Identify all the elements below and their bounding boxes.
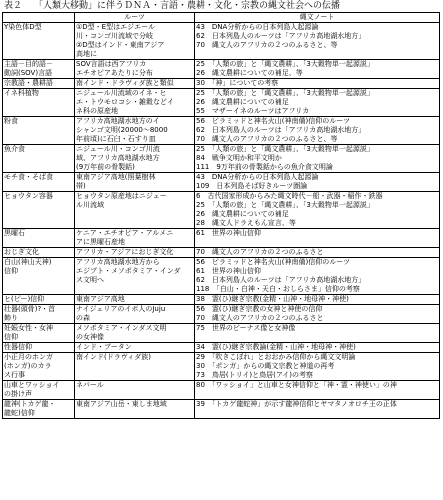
cell-category-line: 山車とワッショイ — [4, 381, 60, 389]
cell-roots — [75, 79, 195, 89]
cell-category — [3, 343, 75, 353]
cell-category — [3, 89, 75, 117]
cell-category-line: ヒョウタン容器 — [4, 192, 53, 200]
cell-category-line: 小正月のホンガ — [4, 353, 53, 361]
cell-category-line: 龍蛇)信仰 — [4, 409, 35, 417]
cell-notes-line: 38 霊(ひ)継ぎ宗教(金精・山神・地母神・神使) — [196, 295, 349, 303]
cell-roots-line: メソポタミア・インダス文明 — [76, 324, 167, 332]
cell-category — [3, 23, 75, 60]
cell-roots-line: ネパール — [76, 381, 104, 389]
cell-notes-line: 70 縄文人のアフリカの２つのふるさと — [196, 248, 324, 256]
cell-category-line: 宗教語・農耕語 — [4, 79, 53, 87]
cell-roots — [75, 60, 195, 79]
table-row — [3, 89, 440, 117]
cell-roots-line: ネ科の原産地 — [76, 107, 118, 115]
cell-notes-line: 73 鳥居(トリイ)と鳥居(アイ)の考察 — [196, 371, 313, 379]
cell-notes-line: 61 世界の神山信仰 — [196, 267, 261, 275]
table-row — [3, 248, 440, 258]
cell-notes-line: 62 日本列島人のルーツは「アフリカ高地湖水地方」 — [196, 276, 366, 284]
cell-notes-line: 25 「人類の旅」と「縄文農耕」、「3大穀物単一起源説」 — [196, 89, 374, 97]
cell-roots-line: インド・ブータン — [76, 343, 132, 351]
cell-category-line: 信仰 — [4, 333, 18, 341]
cell-roots-line: SOV言語は西アフリカ — [76, 60, 147, 68]
cell-category-line: イネ科植物 — [4, 89, 39, 97]
cell-roots — [75, 229, 195, 248]
cell-category-line: (ホンガ)のカラ — [4, 362, 52, 370]
cell-category — [3, 400, 75, 419]
cell-category-line: ヒ(ピー)信仰 — [4, 295, 45, 303]
cell-roots-line: ナイジェリアのイボ人のJuju — [76, 305, 166, 313]
cell-category-line: モチ食・そば食 — [4, 173, 53, 181]
cell-notes-line: 61 世界の神山信仰 — [196, 229, 261, 237]
table-row — [3, 305, 440, 324]
table-row — [3, 353, 440, 381]
cell-notes-line: 109 日本列島そば好きルーツ圏論 — [196, 182, 308, 190]
cell-category-line: 動詞(SOV)言語 — [4, 69, 53, 77]
header-roots: ルーツ — [75, 13, 195, 23]
cell-category — [3, 79, 75, 89]
cell-roots-line: アフリカ高地湖水地方から — [76, 258, 160, 266]
cell-category-line: 主語－目的語－ — [4, 60, 53, 68]
cell-roots — [75, 117, 195, 145]
cell-roots-line: ニジェール川・コンゴ川流 — [76, 145, 160, 153]
table-row — [3, 324, 440, 343]
cell-notes-line: 84 戦争文明か和平文明か — [196, 154, 282, 162]
cell-notes-line: 25 「人類の旅」と「縄文農耕」、「3大穀物単一起源説」 — [196, 145, 374, 153]
table-row — [3, 23, 440, 60]
cell-roots-line: 東南アジア山岳・東しま地域 — [76, 400, 167, 408]
table-row — [3, 145, 440, 173]
cell-notes-line: 25 「人類の旅」と「縄文農耕」、「3大穀物単一起源説」 — [196, 60, 374, 68]
cell-roots-line: ケニア・エチオピア・アルメニ — [76, 229, 174, 237]
cell-category-line: Y染色体D型 — [4, 23, 42, 31]
cell-roots — [75, 400, 195, 419]
cell-roots — [75, 192, 195, 229]
cell-roots-line: エ・トウモロコシ・雑穀などイ — [76, 98, 174, 106]
caption-label: 表２ — [4, 1, 23, 11]
table-row — [3, 173, 440, 192]
cell-notes-line: 56 ピラミッドと神名火山(神南備)信仰のルーツ — [196, 117, 350, 125]
cell-category — [3, 305, 75, 324]
cell-category-line: 性器信仰 — [4, 343, 32, 351]
cell-category — [3, 173, 75, 192]
cell-category-line: 飾り — [4, 314, 18, 322]
cell-notes-line: 29 「吹きこぼれ」とおおかみ信仰から縄文文明論 — [196, 353, 356, 361]
table-row — [3, 295, 440, 305]
cell-notes-line: 62 日本列島人のルーツは「アフリカ高地湖水地方」 — [196, 32, 366, 40]
cell-roots-line: ①D型・E型はエジエール — [76, 23, 155, 31]
table-row — [3, 79, 440, 89]
cell-notes — [195, 324, 440, 343]
cell-category — [3, 381, 75, 400]
table-row — [3, 229, 440, 248]
cell-category — [3, 258, 75, 295]
cell-category — [3, 353, 75, 381]
cell-roots-line: シャンゴ文明(20000～8000 — [76, 126, 168, 134]
header-row — [3, 13, 440, 23]
cell-notes-line: 6 古代国家形成からみた縄文時代－船・武器・稲作・鉄器 — [196, 192, 383, 200]
cell-roots-line: ②D型はインド・東南アジア — [76, 41, 165, 49]
cell-roots-line: (9万年前の骨製銛) — [76, 163, 135, 171]
table-body — [3, 23, 440, 419]
cell-notes-line: 43 DNA分析からの日本列島人起源論 — [196, 173, 319, 181]
cell-notes — [195, 79, 440, 89]
cell-category-line: 龍神(トカゲ龍・ — [4, 400, 56, 408]
cell-notes-line: 34 霊(ひ)継ぎ宗教論(金精・山神・地母神・神使) — [196, 343, 356, 351]
cell-category-line: 粉食 — [4, 117, 18, 125]
cell-notes — [195, 60, 440, 79]
cell-category-line: 白山(神山天神) — [4, 258, 52, 266]
cell-roots — [75, 381, 195, 400]
cell-roots-line: ル川流域 — [76, 201, 104, 209]
cell-roots — [75, 353, 195, 381]
cell-category-line: 妊娠女性・女神 — [4, 324, 53, 332]
cell-roots-line: エジプト・メソポタミア・インダ — [76, 267, 181, 275]
cell-category — [3, 248, 75, 258]
cell-notes — [195, 343, 440, 353]
cell-roots — [75, 89, 195, 117]
cell-notes — [195, 192, 440, 229]
cell-notes-line: 62 日本列島人のルーツは「アフリカ高地湖水地方」 — [196, 126, 366, 134]
cell-notes-line: 118 「白山・白神・天白・おしらさま」信仰の考察 — [196, 285, 360, 293]
cell-notes-line: 30 「神」についての考察 — [196, 79, 279, 87]
cell-roots-line: 東南アジア高地(照葉樹林 — [76, 173, 156, 181]
cell-category-line: 魚介食 — [4, 145, 25, 153]
cell-roots-line: ス文明へ — [76, 276, 104, 284]
cell-notes — [195, 23, 440, 60]
cell-notes-line: 70 縄文人のアフリカの２つのふるさと — [196, 314, 324, 322]
cell-notes — [195, 400, 440, 419]
cell-roots-line: 帯) — [76, 182, 86, 190]
cell-roots-line: の森 — [76, 314, 90, 322]
cell-notes — [195, 173, 440, 192]
cell-roots — [75, 248, 195, 258]
cell-category — [3, 295, 75, 305]
cell-roots — [75, 23, 195, 60]
cell-category — [3, 145, 75, 173]
cell-category-line: 壮器(頭骨)?・首 — [4, 305, 56, 313]
cell-roots-line: アフリカ高地湖水地方のイ — [76, 117, 160, 125]
cell-category — [3, 324, 75, 343]
cell-category — [3, 60, 75, 79]
cell-roots — [75, 145, 195, 173]
cell-category-line: ス行事 — [4, 371, 25, 379]
cell-category — [3, 192, 75, 229]
cell-notes-line: 56 霊(ひ)継ぎ宗教の女神と神使の信仰 — [196, 305, 323, 313]
cell-notes-line: 25 「人類の旅」と「縄文農耕」、「3大穀物単一起源説」 — [196, 201, 374, 209]
cell-notes-line: 26 縄文農耕についての補足 — [196, 210, 289, 218]
cell-notes — [195, 258, 440, 295]
header-notes: 縄文ノート — [195, 13, 440, 23]
cell-notes — [195, 89, 440, 117]
cell-roots-line: 東南アジア高地 — [76, 295, 125, 303]
table-row — [3, 343, 440, 353]
cell-category-line: の掛け声 — [4, 390, 32, 398]
cell-category — [3, 229, 75, 248]
cell-notes-line: 26 縄文農耕についての補足 — [196, 98, 289, 106]
cell-roots — [75, 343, 195, 353]
cell-notes — [195, 229, 440, 248]
cell-roots — [75, 258, 195, 295]
cell-roots — [75, 324, 195, 343]
header-category — [3, 13, 75, 23]
cell-roots — [75, 173, 195, 192]
cell-notes-line: 56 ピラミッドと神名火山(神南備)信仰のルーツ — [196, 258, 350, 266]
table-row — [3, 258, 440, 295]
cell-roots-line: 年前頃)に石臼・石すり皿 — [76, 135, 156, 143]
cell-roots-line: ニジェール川流域のイネ・ヒ — [76, 89, 167, 97]
cell-notes-line: 111 9万年前の骨製銛からの魚介食文明論 — [196, 163, 333, 171]
cell-notes-line: 30 「ポンガ」からの縄文宗教と神道の再考 — [196, 362, 335, 370]
cell-notes — [195, 295, 440, 305]
cell-roots-line: 川・コンゴ川流域で分岐 — [76, 32, 153, 40]
cell-category — [3, 117, 75, 145]
cell-roots — [75, 295, 195, 305]
cell-notes-line: 43 DNA分析からの日本列島人起源論 — [196, 23, 319, 31]
cell-notes-line: 75 世界のビーナス像と女神像 — [196, 324, 296, 332]
table-row — [3, 381, 440, 400]
cell-notes-line: 28 縄文人ドラえもん宣言、等 — [196, 219, 296, 227]
cell-category-line: おじぎ文化 — [4, 248, 39, 256]
cell-category-line: 黒曜石 — [4, 229, 25, 237]
cell-roots-line: 域、アフリカ高地湖水地方 — [76, 154, 160, 162]
cell-category-line: 信仰 — [4, 267, 18, 275]
cell-notes-line: 39 「トカゲ龍蛇神」が示す龍神信仰とヤマタノオロチ王の正体 — [196, 400, 397, 408]
cell-notes-line: 55 マザーイネのルーツはアフリカ — [196, 107, 310, 115]
cell-roots-line: 南インド(ドラヴィダ族) — [76, 353, 152, 361]
cell-roots-line: アフリカ・アジアにおじぎ文化 — [76, 248, 174, 256]
cell-notes — [195, 353, 440, 381]
cell-notes — [195, 305, 440, 324]
propagation-table — [2, 12, 440, 419]
cell-notes-line: 26 縄文農耕についての補足、等 — [196, 69, 303, 77]
cell-roots-line: の女神像 — [76, 333, 104, 341]
cell-roots-line: 高地に — [76, 50, 97, 58]
cell-roots-line: アに黒曜石産地 — [76, 238, 125, 246]
cell-notes — [195, 381, 440, 400]
cell-notes — [195, 145, 440, 173]
caption-title: 「人類大移動」に伴うＤＮＡ・言語・農耕・文化・宗教の縄文社会への伝播 — [34, 1, 341, 11]
table-row — [3, 400, 440, 419]
table-row — [3, 60, 440, 79]
table-row — [3, 117, 440, 145]
cell-roots-line: 南インド・ドラヴィダ族と類似 — [76, 79, 174, 87]
cell-notes-line: 80 「ワッショイ」と山車と女神信仰と「神・霊・神使い」の神 — [196, 381, 397, 389]
cell-roots-line: ヒョウタン原産地はニジェー — [76, 192, 167, 200]
cell-notes-line: 70 縄文人のアフリカの２つのふるさと、等 — [196, 135, 338, 143]
cell-notes — [195, 248, 440, 258]
cell-roots — [75, 305, 195, 324]
cell-notes-line: 70 縄文人のアフリカの２つのふるさと、等 — [196, 41, 338, 49]
cell-notes — [195, 117, 440, 145]
table-caption — [0, 0, 443, 12]
table-row — [3, 192, 440, 229]
cell-roots-line: エチオピアあたりに分布 — [76, 69, 153, 77]
